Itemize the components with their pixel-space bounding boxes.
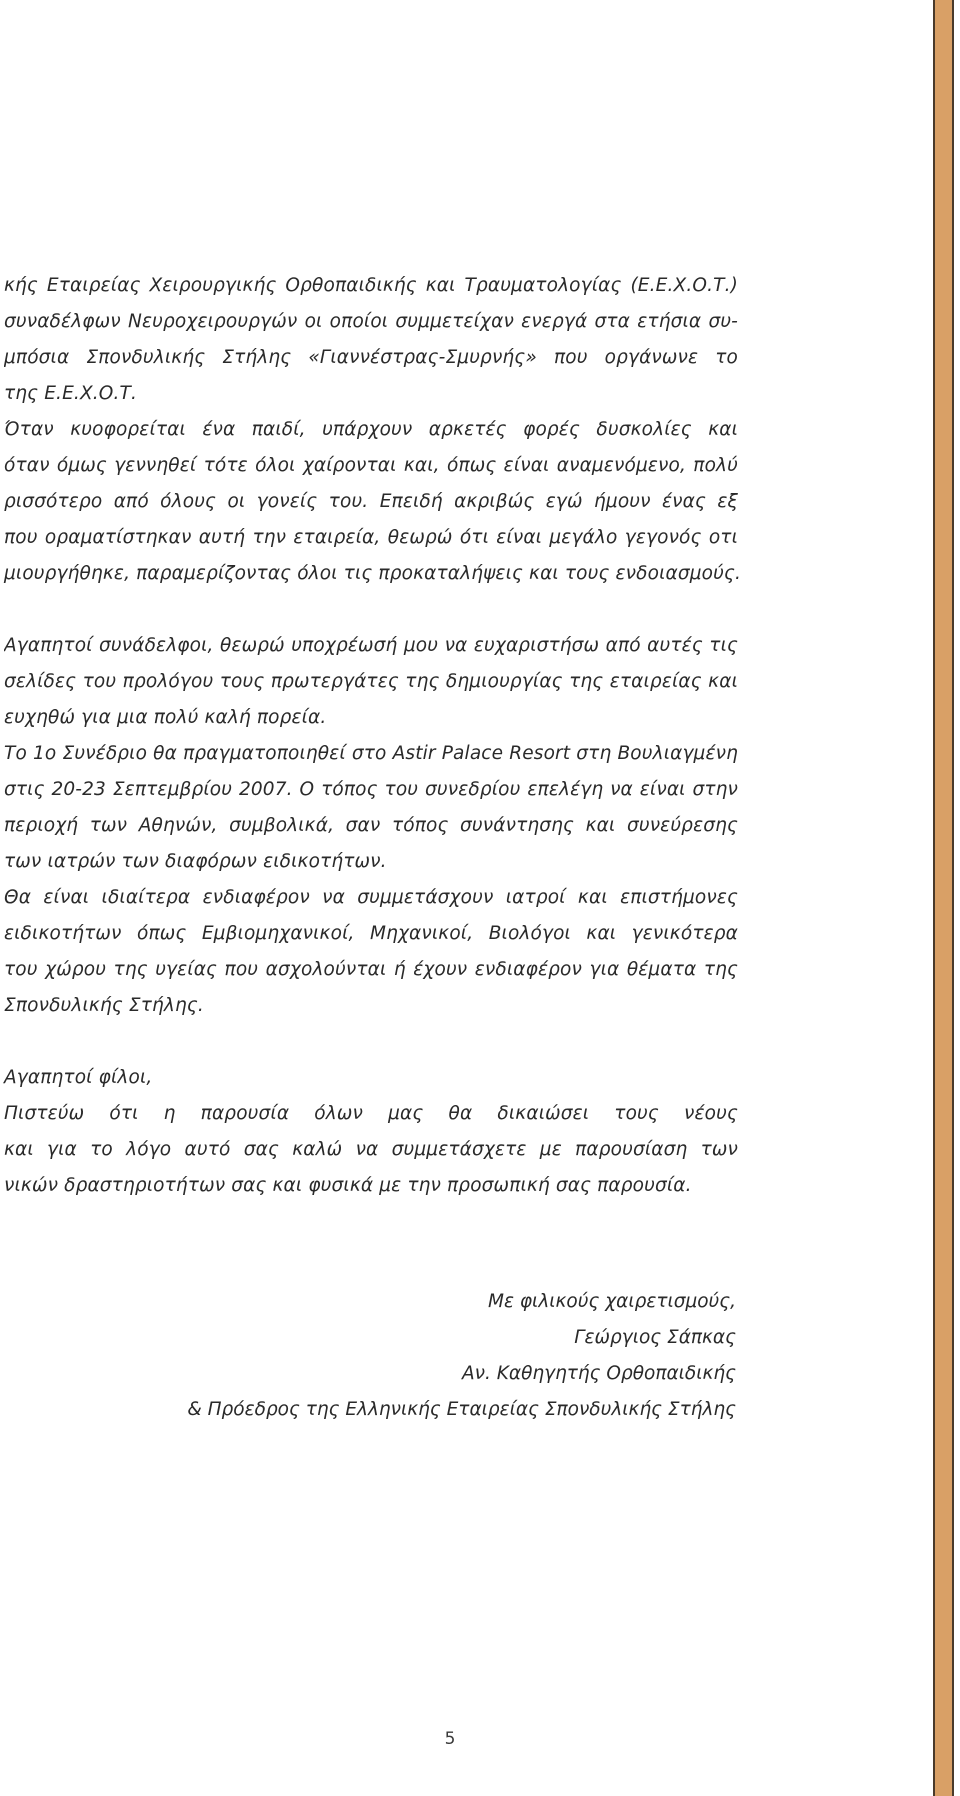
paragraph-congress <box>4 736 738 880</box>
text-line: Πιστεύω ότι η παρουσία όλων μας θα δικαιώσει τους νέους <box>4 1103 738 1124</box>
text-line: σελίδες του προλόγου τους πρωτεργάτες της δημιουργίας της εταιρείας και <box>4 671 738 692</box>
signature-closing: Με φιλικούς χαιρετισμούς, <box>488 1291 736 1312</box>
paragraph-participation <box>4 880 738 1024</box>
paragraph-friends <box>4 1060 738 1204</box>
paragraph-thanks <box>4 628 738 736</box>
body-text <box>4 268 741 1204</box>
text-line: της Ε.Ε.Χ.Ο.Τ. <box>4 383 138 404</box>
text-line: που οραματίστηκαν αυτή την εταιρεία, θεωρώ ότι είναι μεγάλο γεγονός οτι <box>4 527 738 548</box>
signature-name: Γεώργιος Σάπκας <box>574 1327 736 1348</box>
text-line: ρισσότερο από όλους οι γονείς του. Επειδή ακριβώς εγώ ήμουν ένας εξ <box>4 491 738 512</box>
text-line: Όταν κυοφορείται ένα παιδί, υπάρχουν αρκετές φορές δυσκολίες και <box>4 419 738 440</box>
page-number: 5 <box>444 1729 456 1749</box>
signature-role: & Πρόεδρος της Ελληνικής Εταιρείας Σπονδυλικής Στήλης <box>187 1399 736 1420</box>
signature-block <box>136 1284 736 1428</box>
paragraph-gap <box>4 592 738 628</box>
text-line: μιουργήθηκε, παραμερίζοντας όλοι τις προκαταλήψεις και τους ενδοιασμούς. <box>4 563 741 584</box>
text-line: ειδικοτήτων όπως Εμβιομηχανικοί, Μηχανικοί, Βιολόγοι και γενικότερα <box>4 923 738 944</box>
text-line: ευχηθώ για μια πολύ καλή πορεία. <box>4 707 327 728</box>
text-line: των ιατρών των διαφόρων ειδικοτήτων. <box>4 851 387 872</box>
text-line: νικών δραστηριοτήτων σας και φυσικά με την προσωπική σας παρουσία. <box>4 1175 692 1196</box>
signature-title: Αν. Καθηγητής Ορθοπαιδικής <box>462 1363 736 1384</box>
text-line: και για το λόγο αυτό σας καλώ να συμμετάσχετε με παρουσίαση των <box>4 1139 738 1160</box>
text-line: Σπονδυλικής Στήλης. <box>4 995 204 1016</box>
decorative-side-band <box>933 0 954 1796</box>
text-line: Αγαπητοί συνάδελφοι, θεωρώ υποχρέωσή μου να ευχαριστήσω από αυτές τις <box>4 635 738 656</box>
text-line: συναδέλφων Νευροχειρουργών οι οποίοι συμμετείχαν ενεργά στα ετήσια συ- <box>4 311 738 332</box>
text-line: όταν όμως γεννηθεί τότε όλοι χαίρονται και, όπως είναι αναμενόμενο, πολύ <box>4 455 738 476</box>
salutation: Αγαπητοί φίλοι, <box>4 1067 153 1088</box>
text-line: στις 20-23 Σεπτεμβρίου 2007. Ο τόπος του συνεδρίου επελέγη να είναι στην <box>4 779 738 800</box>
paragraph-continuation <box>4 268 738 412</box>
text-line: μπόσια Σπονδυλικής Στήλης «Γιαννέστρας-Σμυρνής» που οργάνωνε το <box>4 347 738 368</box>
text-line: Το 1ο Συνέδριο θα πραγματοποιηθεί στο Astir Palace Resort στη Βουλιαγμένη <box>4 743 738 764</box>
text-line: του χώρου της υγείας που ασχολούνται ή έχουν ενδιαφέρον για θέματα της <box>4 959 738 980</box>
paragraph-gap <box>4 1024 738 1060</box>
text-line: περιοχή των Αθηνών, συμβολικά, σαν τόπος συνάντησης και συνεύρεσης <box>4 815 738 836</box>
text-line: κής Εταιρείας Χειρουργικής Ορθοπαιδικής και Τραυματολογίας (Ε.Ε.Χ.Ο.Τ.) <box>4 275 738 296</box>
text-line: Θα είναι ιδιαίτερα ενδιαφέρον να συμμετάσχουν ιατροί και επιστήμονες <box>4 887 738 908</box>
paragraph-child-metaphor <box>4 412 741 592</box>
